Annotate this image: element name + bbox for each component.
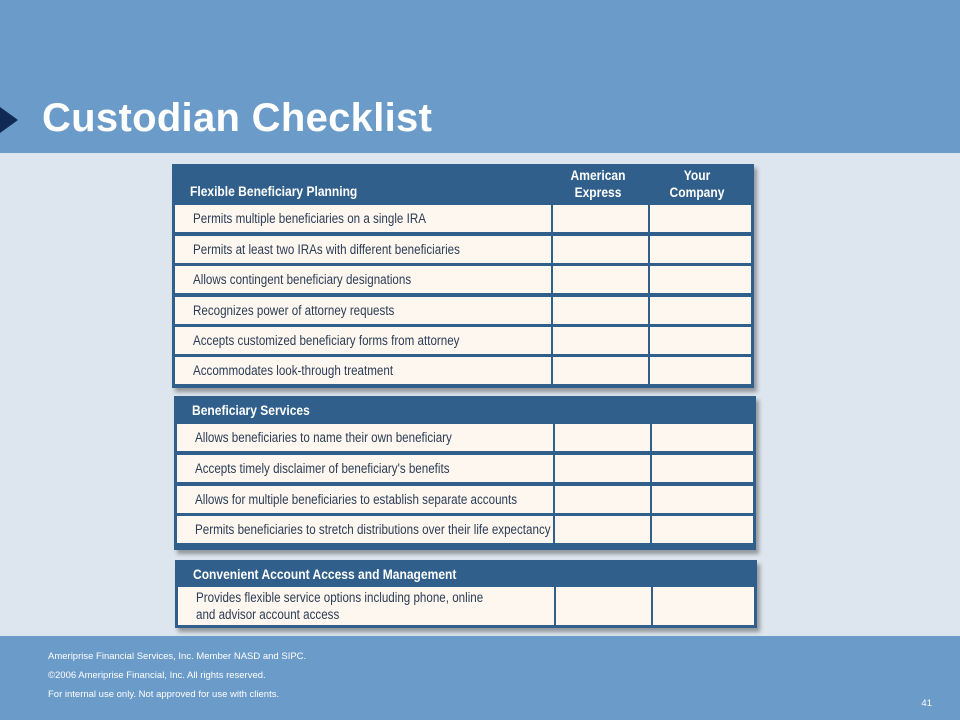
checkbox-cell-your-company[interactable]: [652, 516, 753, 543]
checkbox-cell-your-company[interactable]: [652, 486, 753, 513]
page-number: 41: [921, 698, 932, 709]
section-title: Convenient Account Access and Management: [193, 566, 457, 582]
row-label: Provides flexible service options including phone, online and advisor account access: [178, 587, 554, 625]
footer-disclosure-line-1: Ameriprise Financial Services, Inc. Member NASD and SIPC.: [48, 651, 307, 662]
table-row: [174, 514, 756, 545]
checkbox-cell-your-company[interactable]: [650, 357, 751, 384]
table-row: [175, 585, 757, 627]
footer-copyright-line: ©2006 Ameriprise Financial, Inc. All rights reserved.: [48, 670, 266, 681]
row-label: Permits at least two IRAs with different beneficiaries: [175, 236, 551, 263]
checkbox-cell-american-express[interactable]: [553, 297, 648, 324]
checkbox-cell-your-company[interactable]: [653, 587, 754, 625]
row-label: Accepts timely disclaimer of beneficiary's benefits: [177, 455, 553, 482]
column-header-american-express: American Express: [570, 167, 626, 200]
checkbox-cell-american-express[interactable]: [553, 266, 648, 293]
checkbox-cell-your-company[interactable]: [650, 266, 751, 293]
slide-footer: [0, 636, 960, 720]
slide-header: [0, 0, 960, 153]
checkbox-cell-your-company[interactable]: [650, 205, 751, 232]
checkbox-cell-american-express[interactable]: [553, 205, 648, 232]
checkbox-cell-american-express[interactable]: [555, 424, 650, 451]
row-label: Accepts customized beneficiary forms from attorney: [175, 327, 551, 354]
table-row: [172, 325, 754, 356]
table-row: [174, 453, 756, 484]
table-header: [172, 164, 754, 204]
row-label: Accommodates look-through treatment: [175, 357, 551, 384]
table-row: [172, 234, 754, 265]
row-label: Recognizes power of attorney requests: [175, 297, 551, 324]
row-label: Allows beneficiaries to name their own beneficiary: [177, 424, 553, 451]
footer-disclosure-line-3: For internal use only. Not approved for use with clients.: [48, 689, 280, 700]
table-header: [175, 560, 757, 585]
checkbox-cell-your-company[interactable]: [650, 327, 751, 354]
checklist-table-beneficiary-services: [174, 396, 756, 550]
table-row: [174, 422, 756, 453]
table-row: [172, 203, 754, 234]
checkbox-cell-your-company[interactable]: [652, 455, 753, 482]
table-row: [174, 484, 756, 515]
checkbox-cell-your-company[interactable]: [650, 236, 751, 263]
column-header-your-company: Your Company: [669, 167, 725, 200]
section-title: Beneficiary Services: [192, 402, 310, 418]
checkbox-cell-your-company[interactable]: [652, 424, 753, 451]
table-header: [174, 396, 756, 422]
checkbox-cell-your-company[interactable]: [650, 297, 751, 324]
row-label: Permits multiple beneficiaries on a single IRA: [175, 205, 551, 232]
table-row: [172, 264, 754, 295]
checkbox-cell-american-express[interactable]: [556, 587, 651, 625]
table-row: [172, 295, 754, 326]
row-label: Allows contingent beneficiary designations: [175, 266, 551, 293]
checkbox-cell-american-express[interactable]: [553, 327, 648, 354]
checkbox-cell-american-express[interactable]: [555, 486, 650, 513]
checkbox-cell-american-express[interactable]: [555, 455, 650, 482]
bullet-arrow-icon: [0, 107, 18, 133]
table-row: [172, 355, 754, 386]
checklist-table-convenient-account-access: [175, 560, 757, 628]
checklist-table-flexible-beneficiary-planning: [172, 164, 754, 388]
checkbox-cell-american-express[interactable]: [555, 516, 650, 543]
row-label: Allows for multiple beneficiaries to establish separate accounts: [177, 486, 553, 513]
row-label: Permits beneficiaries to stretch distributions over their life expectancy: [177, 516, 553, 543]
section-title: Flexible Beneficiary Planning: [190, 183, 358, 199]
checkbox-cell-american-express[interactable]: [553, 236, 648, 263]
slide-title: Custodian Checklist: [42, 96, 433, 140]
checkbox-cell-american-express[interactable]: [553, 357, 648, 384]
